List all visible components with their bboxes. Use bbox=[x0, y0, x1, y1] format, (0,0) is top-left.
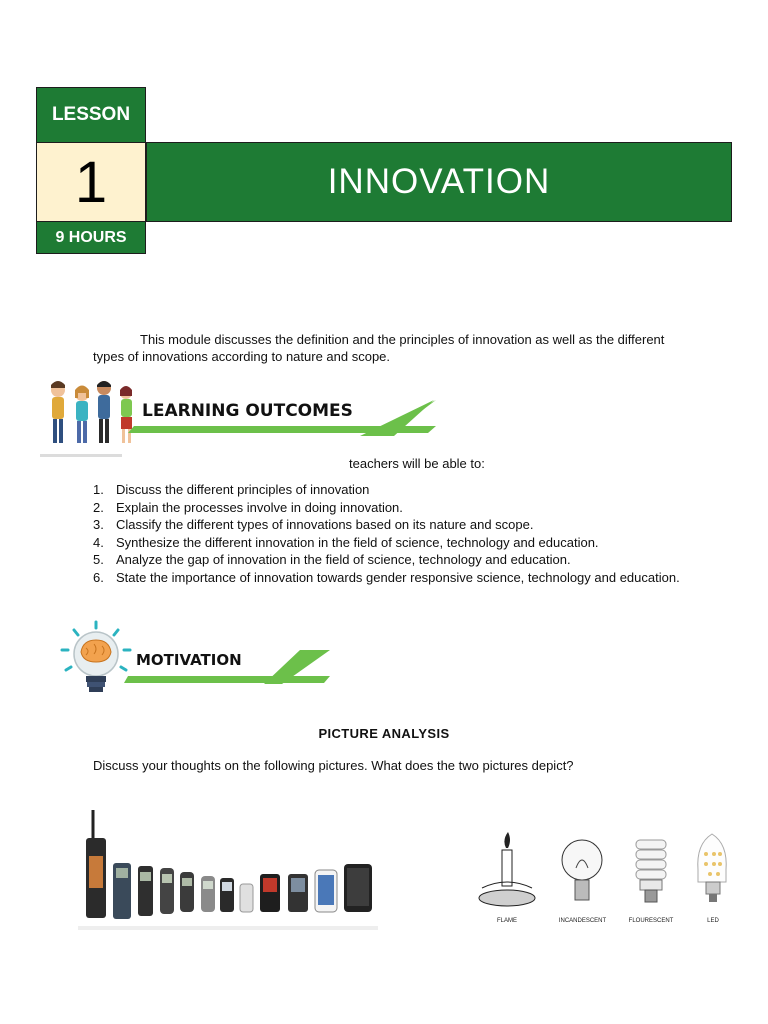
list-item-text: Synthesize the different innovation in the field of science, technology and education. bbox=[116, 534, 599, 550]
lesson-number: 1 bbox=[37, 142, 145, 222]
list-item-text: Classify the different types of innovations based on its nature and scope. bbox=[116, 517, 534, 533]
picture-analysis-instruction: Discuss your thoughts on the following pictures. What does the two pictures depict? bbox=[93, 758, 574, 773]
bulb-caption-incandescent: INCANDESCENT bbox=[558, 918, 607, 924]
bulb-illustrations bbox=[470, 818, 768, 918]
list-item-number: 4. bbox=[93, 534, 104, 550]
list-item bbox=[93, 534, 693, 552]
list-item bbox=[93, 516, 693, 534]
lesson-hours: 9 HOURS bbox=[37, 222, 145, 253]
list-item-number: 2. bbox=[93, 499, 104, 515]
outcomes-lead-in: teachers will be able to: bbox=[349, 456, 485, 471]
picture-analysis-heading: PICTURE ANALYSIS bbox=[318, 726, 450, 741]
list-item-text: Analyze the gap of innovation in the field of science, technology and education. bbox=[116, 552, 571, 568]
phone-evolution-image bbox=[68, 808, 398, 938]
motivation-banner bbox=[56, 618, 336, 702]
bulb-caption-led: LED bbox=[707, 918, 719, 924]
intro-paragraph: This module discusses the definition and the principles of innovation as well as the different types of innovations according to nature and scope. bbox=[93, 332, 665, 364]
lesson-block bbox=[36, 87, 146, 254]
bulb-caption-flourescent: FLOURESCENT bbox=[628, 918, 674, 924]
list-item-text: Discuss the different principles of innovation bbox=[116, 482, 370, 497]
list-item-number: 3. bbox=[93, 517, 104, 533]
learning-outcomes-banner bbox=[38, 376, 438, 460]
students-illustration-icon bbox=[38, 376, 138, 460]
list-item-number: 1. bbox=[93, 482, 104, 497]
bulb-evolution-image bbox=[470, 818, 768, 938]
list-item-text: Explain the processes involve in doing innovation. bbox=[116, 499, 403, 515]
outcomes-list bbox=[93, 481, 693, 587]
list-item bbox=[93, 481, 693, 499]
learning-outcomes-heading: LEARNING OUTCOMES bbox=[142, 401, 353, 421]
bulb-caption-flame: FLAME bbox=[496, 918, 517, 924]
motivation-heading: MOTIVATION bbox=[136, 651, 242, 669]
list-item bbox=[93, 551, 693, 569]
lesson-title: INNOVATION bbox=[146, 142, 732, 222]
lesson-label: LESSON bbox=[37, 88, 145, 142]
list-item bbox=[93, 569, 693, 587]
list-item bbox=[93, 499, 693, 517]
list-item-number: 6. bbox=[93, 569, 104, 585]
list-item-number: 5. bbox=[93, 552, 104, 568]
list-item-text: State the importance of innovation towards gender responsive science, technology and education. bbox=[116, 569, 680, 585]
